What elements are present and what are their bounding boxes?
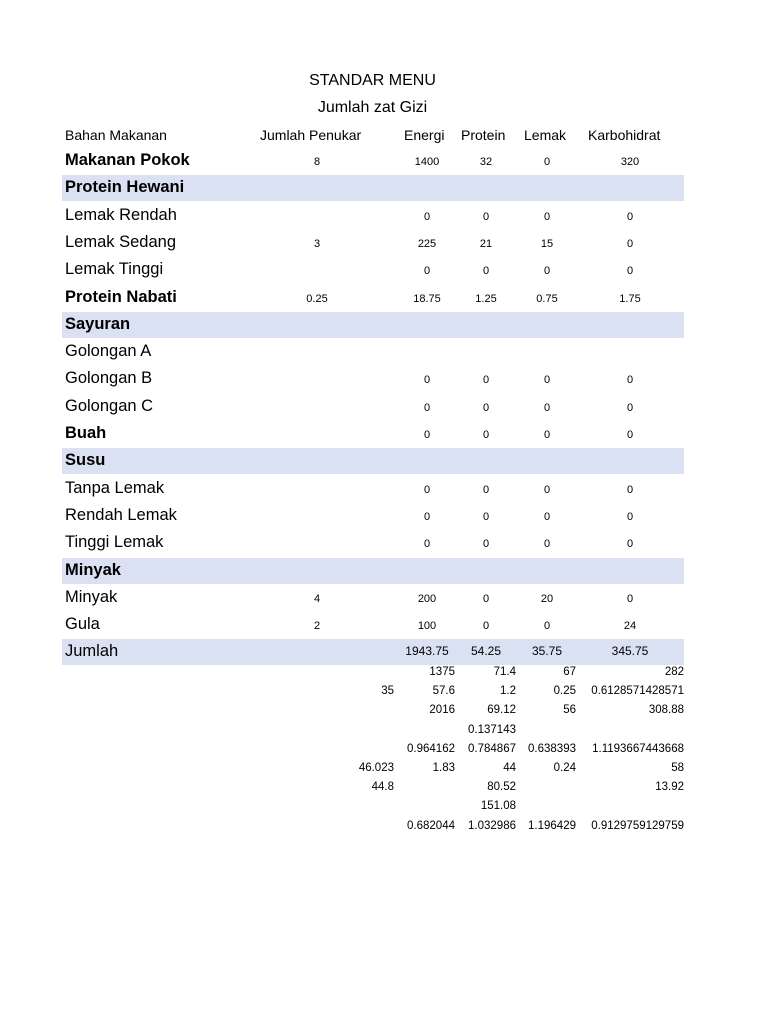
cell-karbo: 0 (626, 401, 634, 414)
table-row (62, 203, 684, 229)
cell-energi: 0 (423, 374, 431, 387)
table-row (62, 366, 684, 392)
row-label: Makanan Pokok (65, 151, 190, 169)
extra-cell-a: 35 (381, 685, 394, 698)
row-label: Gula (65, 615, 100, 634)
row-label: Golongan B (65, 369, 153, 388)
extra-cell-d: 67 (563, 666, 576, 678)
page-subtitle: Jumlah zat Gizi (317, 99, 428, 116)
cell-karbo: 0 (626, 592, 634, 605)
cell-energi: 0 (423, 401, 431, 414)
header-karbohidrat: Karbohidrat (588, 127, 661, 143)
table-row (62, 285, 684, 311)
row-label: Rendah Lemak (65, 505, 177, 524)
cell-karbo: 1.75 (619, 292, 641, 305)
row-label: Sayuran (65, 314, 131, 333)
table-row (62, 639, 684, 665)
cell-karbo: 345.75 (611, 644, 649, 659)
table-row (62, 612, 684, 638)
row-label: Minyak (65, 560, 121, 579)
row-label: Lemak Tinggi (65, 260, 164, 279)
cell-energi: 18.75 (413, 292, 441, 305)
extra-cell-d: 0.638393 (528, 742, 576, 755)
cell-karbo: 320 (620, 156, 640, 168)
cell-lemak: 0 (543, 483, 551, 496)
row-label: Minyak (65, 587, 118, 606)
page-title: STANDAR MENU (309, 72, 436, 89)
cell-lemak: 20 (540, 592, 554, 605)
extra-cell-c: 1.032986 (468, 819, 516, 832)
cell-protein: 54.25 (470, 644, 502, 659)
extra-cell-e: 58 (671, 762, 684, 774)
table-row (62, 585, 684, 611)
cell-protein: 0 (482, 401, 490, 414)
row-label: Golongan A (65, 342, 152, 361)
cell-lemak: 0 (543, 429, 551, 441)
cell-protein: 0 (482, 510, 490, 523)
cell-energi: 1943.75 (405, 644, 449, 659)
cell-energi: 0 (423, 483, 431, 496)
table-row (62, 339, 684, 365)
cell-protein: 0 (482, 210, 490, 223)
cell-protein: 0 (482, 538, 490, 551)
cell-energi: 0 (423, 265, 431, 278)
cell-lemak: 0 (543, 210, 551, 223)
extra-cell-c: 80.52 (487, 781, 516, 794)
cell-energi: 200 (417, 592, 437, 605)
extra-cell-e: 0.9129759129759 (591, 819, 684, 832)
extra-cell-e: 1.1193667443668 (592, 742, 684, 755)
header-jumlah-penukar: Jumlah Penukar (260, 127, 362, 143)
extra-cell-e: 308.88 (648, 704, 684, 717)
cell-protein: 0 (482, 483, 490, 496)
row-label: Lemak Sedang (65, 232, 176, 251)
cell-energi: 0 (423, 538, 431, 551)
extra-cell-b: 1.83 (432, 762, 455, 774)
cell-lemak: 0.75 (536, 292, 558, 305)
cell-protein: 32 (479, 156, 493, 168)
header-lemak: Lemak (524, 127, 567, 143)
table-row (62, 558, 684, 584)
cell-protein: 0 (482, 620, 490, 633)
cell-energi: 0 (423, 429, 431, 441)
table-row (62, 530, 684, 556)
cell-karbo: 0 (626, 429, 634, 441)
extra-cell-b: 0.682044 (407, 819, 455, 832)
table-row (62, 175, 684, 201)
cell-penukar: 4 (313, 592, 321, 605)
cell-energi: 1400 (414, 156, 440, 168)
header-protein: Protein (461, 127, 506, 143)
table-row (62, 257, 684, 283)
extra-cell-e: 282 (664, 666, 684, 678)
table-row (62, 421, 684, 447)
extra-cell-d: 0.24 (553, 762, 576, 774)
extra-cell-b: 57.6 (432, 685, 455, 698)
cell-lemak: 0 (543, 401, 551, 414)
extra-cell-d: 56 (563, 704, 576, 717)
extra-cell-a: 44.8 (371, 781, 394, 794)
cell-lemak: 0 (543, 538, 551, 551)
cell-lemak: 0 (543, 265, 551, 278)
extra-cell-b: 0.964162 (407, 742, 455, 755)
table-row (62, 476, 684, 502)
row-label: Susu (65, 451, 106, 470)
cell-karbo: 0 (626, 210, 634, 223)
table-row (62, 448, 684, 474)
cell-protein: 21 (479, 237, 493, 250)
cell-energi: 0 (423, 210, 431, 223)
extra-cell-c: 71.4 (493, 666, 516, 678)
header-energi: Energi (404, 127, 445, 143)
cell-protein: 0 (482, 265, 490, 278)
cell-karbo: 0 (626, 483, 634, 496)
cell-lemak: 15 (540, 237, 554, 250)
row-label: Protein Hewani (65, 178, 185, 197)
cell-lemak: 0 (543, 620, 551, 633)
cell-karbo: 0 (626, 265, 634, 278)
row-label: Golongan C (65, 396, 154, 415)
cell-karbo: 0 (626, 538, 634, 551)
cell-energi: 225 (417, 237, 437, 250)
row-label: Tanpa Lemak (65, 478, 165, 497)
cell-penukar: 3 (313, 237, 321, 250)
cell-energi: 0 (423, 510, 431, 523)
table-row (62, 230, 684, 256)
extra-cell-c: 69.12 (487, 704, 516, 717)
cell-protein: 0 (482, 374, 490, 387)
cell-lemak: 0 (543, 510, 551, 523)
row-label: Protein Nabati (65, 287, 177, 306)
cell-protein: 0 (482, 592, 490, 605)
extra-cell-b: 2016 (429, 704, 455, 717)
cell-penukar: 0.25 (306, 292, 328, 305)
row-label: Jumlah (65, 642, 119, 661)
extra-cell-d: 1.196429 (528, 819, 576, 832)
cell-penukar: 8 (313, 156, 321, 168)
table-row (62, 503, 684, 529)
cell-karbo: 0 (626, 374, 634, 387)
cell-lemak: 0 (543, 156, 551, 168)
cell-karbo: 0 (626, 237, 634, 250)
extra-cell-e: 13.92 (655, 781, 684, 794)
row-label: Buah (65, 424, 107, 442)
table-row (62, 312, 684, 338)
cell-lemak: 35.75 (531, 644, 563, 659)
extra-cell-c: 0.137143 (468, 723, 516, 736)
extra-cell-c: 44 (503, 762, 516, 774)
cell-penukar: 2 (313, 620, 321, 633)
extra-cell-a: 46.023 (358, 762, 394, 774)
extra-cell-c: 1.2 (500, 685, 516, 698)
extra-cell-c: 151.08 (480, 800, 516, 813)
extra-cell-d: 0.25 (553, 685, 576, 698)
cell-karbo: 24 (623, 620, 637, 633)
cell-protein: 1.25 (475, 292, 497, 305)
row-label: Tinggi Lemak (65, 533, 164, 552)
cell-protein: 0 (482, 429, 490, 441)
table-row (62, 394, 684, 420)
cell-karbo: 0 (626, 510, 634, 523)
cell-lemak: 0 (543, 374, 551, 387)
extra-cell-b: 1375 (429, 666, 455, 678)
header-bahan-makanan: Bahan Makanan (65, 127, 167, 143)
table-row (62, 148, 684, 174)
extra-cell-e: 0.6128571428571 (591, 685, 684, 698)
cell-energi: 100 (417, 620, 437, 633)
extra-cell-c: 0.784867 (468, 742, 516, 755)
row-label: Lemak Rendah (65, 205, 177, 224)
